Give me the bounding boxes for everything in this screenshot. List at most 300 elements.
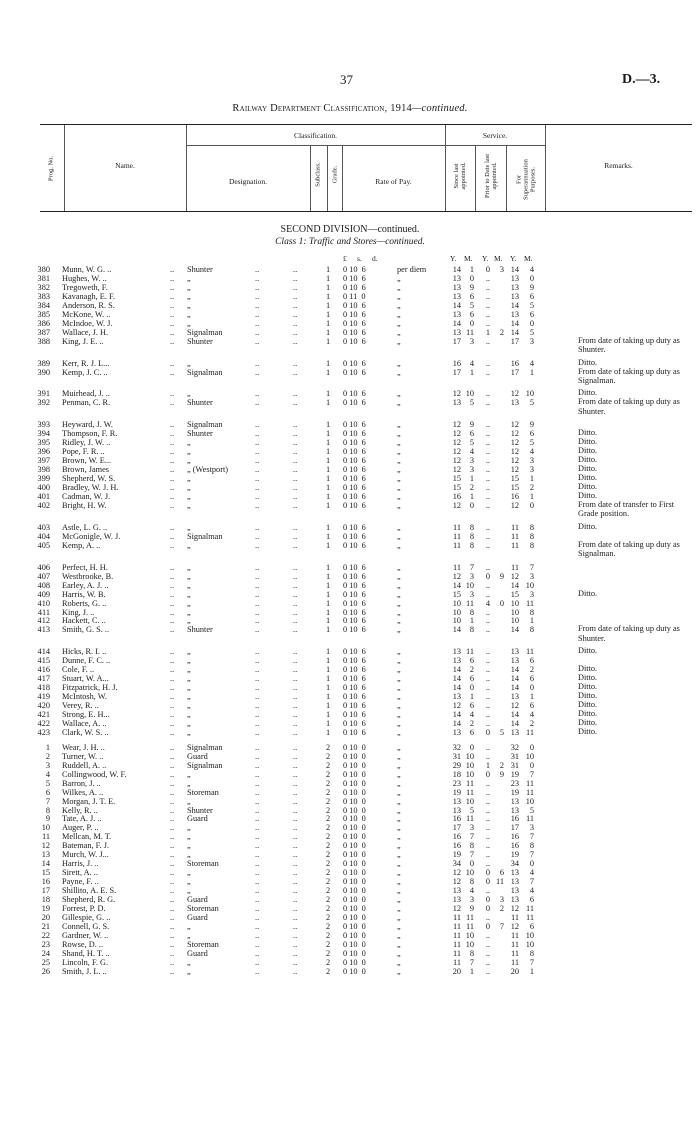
- cell-prior-months: 2: [499, 327, 504, 337]
- leader-dots: ..: [170, 522, 175, 532]
- cell-prior-years: ..: [485, 859, 490, 869]
- cell-since-years: 15: [452, 589, 461, 599]
- cell-grade: 1: [326, 389, 331, 399]
- cell-designation: „: [187, 447, 191, 457]
- cell-name: Wilkes, A. ..: [62, 787, 104, 797]
- leader-dots: ..: [170, 912, 175, 922]
- cell-grade: 1: [326, 598, 331, 608]
- unit-since-months: M.: [464, 254, 473, 263]
- cell-rate-of-pay: 0 10 0: [343, 823, 366, 833]
- cell-prior-years: ..: [485, 616, 490, 626]
- leader-dots: ..: [170, 358, 175, 368]
- cell-grade: 2: [326, 903, 331, 913]
- cell-name: Shepherd, W. S.: [62, 474, 116, 483]
- cell-prior-years: ..: [485, 336, 490, 346]
- cell-grade: 1: [326, 500, 331, 510]
- cell-total-months: 6: [529, 895, 534, 904]
- cell-since-months: 8: [469, 948, 474, 958]
- leader-dots: ..: [170, 291, 175, 301]
- cell-prior-years: ..: [485, 665, 490, 675]
- leader-dots: ..: [170, 336, 175, 346]
- cell-pay-unit: „: [397, 309, 401, 319]
- cell-prior-years: ..: [485, 823, 490, 833]
- cell-pay-unit: „: [397, 607, 401, 617]
- cell-grade: 2: [326, 823, 331, 833]
- leader-dots: ..: [293, 805, 298, 815]
- cell-prog-no: 418: [37, 683, 50, 693]
- leader-dots: ..: [170, 282, 175, 292]
- leader-dots: ..: [170, 832, 175, 842]
- cell-rate-of-pay: 0 10 6: [343, 309, 366, 319]
- cell-prior-years: ..: [485, 438, 490, 448]
- cell-grade: 1: [326, 580, 331, 590]
- leader-dots: ..: [293, 948, 298, 958]
- cell-designation: „: [187, 273, 191, 283]
- cell-prog-no: 400: [37, 483, 50, 492]
- leader-dots: ..: [255, 769, 260, 779]
- cell-prog-no: 20: [41, 912, 50, 922]
- cell-designation: „: [187, 580, 191, 590]
- cell-grade: 1: [326, 282, 331, 292]
- leader-dots: ..: [255, 886, 260, 895]
- cell-rate-of-pay: 0 10 0: [343, 742, 366, 752]
- cell-prior-years: ..: [485, 814, 490, 824]
- caption-continued: —continued.: [412, 103, 468, 114]
- cell-rate-of-pay: 0 10 6: [343, 692, 366, 702]
- cell-since-years: 12: [452, 500, 461, 510]
- cell-since-years: 16: [452, 841, 461, 851]
- caption-main: Railway Department Classification, 1914: [232, 103, 413, 114]
- cell-prog-no: 415: [37, 656, 50, 666]
- cell-total-years: 13: [510, 796, 519, 806]
- cell-designation: „ (Westport): [187, 465, 229, 475]
- cell-name: Tate, A. J. ..: [62, 814, 102, 824]
- leader-dots: ..: [293, 598, 298, 608]
- unit-pound: £: [343, 254, 347, 263]
- cell-rate-of-pay: 0 10 0: [343, 841, 366, 851]
- cell-pay-unit: „: [397, 389, 401, 399]
- leader-dots: ..: [293, 291, 298, 301]
- cell-prior-years: ..: [485, 805, 490, 815]
- cell-prog-no: 22: [41, 930, 50, 940]
- cell-designation: „: [187, 701, 191, 710]
- cell-since-months: 6: [469, 291, 474, 301]
- leader-dots: ..: [293, 787, 298, 797]
- leader-dots: ..: [170, 814, 175, 824]
- cell-prior-years: 0: [485, 769, 490, 779]
- leader-dots: ..: [170, 465, 175, 475]
- cell-since-months: 3: [469, 571, 474, 581]
- cell-total-months: 4: [529, 868, 534, 878]
- cell-total-years: 11: [511, 948, 519, 958]
- cell-rate-of-pay: 0 10 6: [343, 540, 366, 550]
- leader-dots: ..: [255, 589, 260, 599]
- leader-dots: ..: [170, 300, 175, 310]
- cell-name: Kemp, J. C. ..: [62, 367, 108, 377]
- cell-grade: 2: [326, 912, 331, 922]
- leader-dots: ..: [255, 823, 260, 833]
- cell-name: Ridley, J. W. ..: [62, 438, 111, 448]
- leader-dots: ..: [255, 607, 260, 617]
- cell-designation: Storeman: [187, 903, 219, 913]
- class-heading: [0, 237, 700, 247]
- cell-total-years: 13: [510, 727, 519, 737]
- cell-rate-of-pay: 0 10 6: [343, 656, 366, 666]
- cell-rate-of-pay: 0 10 0: [343, 760, 366, 770]
- cell-remarks: Ditto.: [578, 691, 598, 701]
- cell-grade: 1: [326, 327, 331, 337]
- cell-rate-of-pay: 0 10 0: [343, 805, 366, 815]
- cell-prog-no: 26: [41, 966, 50, 976]
- cell-since-months: 11: [466, 598, 474, 608]
- cell-remarks: From date of taking up duty as Shunter.: [578, 335, 680, 355]
- cell-designation: „: [187, 718, 191, 728]
- cell-remarks: From date of transfer to First Grade position.: [578, 499, 675, 519]
- cell-total-months: 5: [529, 398, 534, 408]
- cell-total-months: 1: [529, 367, 534, 377]
- cell-prior-months: 5: [499, 727, 504, 737]
- cell-total-months: 8: [529, 522, 534, 532]
- cell-designation: Guard: [187, 751, 208, 761]
- leader-dots: ..: [255, 429, 260, 439]
- cell-pay-unit: „: [397, 483, 401, 492]
- cell-prior-years: ..: [485, 957, 490, 967]
- cell-prior-years: ..: [485, 483, 490, 492]
- cell-total-years: 13: [510, 805, 519, 815]
- cell-prior-years: ..: [485, 491, 490, 501]
- cell-rate-of-pay: 0 10 6: [343, 300, 366, 310]
- cell-pay-unit: „: [397, 751, 401, 761]
- cell-since-months: 10: [465, 580, 474, 590]
- cell-pay-unit: „: [397, 571, 401, 581]
- cell-grade: 1: [326, 589, 331, 599]
- leader-dots: ..: [255, 474, 260, 483]
- cell-name: Kavanagh, E. F.: [62, 291, 116, 301]
- cell-rate-of-pay: 0 10 0: [343, 886, 366, 895]
- cell-name: Brown, James: [62, 465, 110, 475]
- leader-dots: ..: [255, 895, 260, 904]
- cell-total-years: 12: [510, 465, 519, 475]
- cell-since-months: 5: [469, 805, 474, 815]
- cell-prior-years: ..: [485, 580, 490, 590]
- leader-dots: ..: [255, 778, 260, 788]
- leader-dots: ..: [170, 823, 175, 833]
- cell-total-years: 12: [510, 389, 519, 399]
- cell-designation: „: [187, 921, 191, 931]
- cell-designation: Shunter: [187, 805, 213, 815]
- cell-designation: „: [187, 522, 191, 532]
- leader-dots: ..: [170, 562, 175, 572]
- cell-designation: „: [187, 282, 191, 292]
- leader-dots: ..: [170, 438, 175, 448]
- cell-since-months: 9: [469, 282, 474, 292]
- cell-since-years: 13: [452, 805, 461, 815]
- leader-dots: ..: [170, 447, 175, 457]
- cell-total-years: 13: [510, 309, 519, 319]
- cell-designation: „: [187, 358, 191, 368]
- leader-dots: ..: [293, 429, 298, 439]
- cell-prior-years: ..: [485, 358, 490, 368]
- leader-dots: ..: [170, 580, 175, 590]
- cell-remarks: Ditto.: [578, 646, 598, 656]
- leader-dots: ..: [293, 939, 298, 949]
- cell-since-years: 13: [452, 273, 461, 283]
- cell-grade: 1: [326, 562, 331, 572]
- cell-total-months: 3: [529, 571, 534, 581]
- cell-designation: „: [187, 389, 191, 399]
- cell-rate-of-pay: 0 10 0: [343, 769, 366, 779]
- cell-since-months: 9: [469, 903, 474, 913]
- cell-since-years: 13: [452, 692, 461, 702]
- leader-dots: ..: [170, 367, 175, 377]
- cell-name: Rowse, D. ..: [62, 939, 104, 949]
- leader-dots: ..: [255, 531, 260, 541]
- cell-total-months: 3: [529, 589, 534, 599]
- cell-pay-unit: „: [397, 438, 401, 448]
- cell-prog-no: 9: [45, 814, 50, 824]
- cell-pay-unit: „: [397, 522, 401, 532]
- cell-remarks: Ditto.: [578, 682, 598, 692]
- cell-since-months: 11: [466, 778, 474, 788]
- cell-name: Smith, J. L. ..: [62, 966, 107, 976]
- cell-since-years: 13: [452, 647, 461, 657]
- cell-grade: 1: [326, 358, 331, 368]
- cell-designation: Shunter: [187, 625, 213, 635]
- cell-name: Dunne, F. C. ..: [62, 656, 111, 666]
- cell-rate-of-pay: 0 10 0: [343, 903, 366, 913]
- leader-dots: ..: [293, 420, 298, 430]
- leader-dots: ..: [293, 683, 298, 693]
- cell-pay-unit: „: [397, 877, 401, 887]
- cell-total-years: 14: [510, 683, 519, 693]
- leader-dots: ..: [170, 327, 175, 337]
- cell-prior-years: ..: [485, 778, 490, 788]
- cell-rate-of-pay: 0 10 6: [343, 398, 366, 408]
- cell-grade: 1: [326, 656, 331, 666]
- cell-prior-years: ..: [485, 656, 490, 666]
- cell-name: Morgan, J. T. E.: [62, 796, 116, 806]
- cell-total-years: 34: [510, 859, 519, 869]
- cell-remarks: Ditto.: [578, 700, 598, 709]
- cell-total-years: 19: [510, 787, 519, 797]
- cell-total-years: 16: [510, 358, 519, 368]
- cell-rate-of-pay: 0 10 0: [343, 912, 366, 922]
- leader-dots: ..: [255, 718, 260, 728]
- leader-dots: ..: [170, 491, 175, 501]
- cell-total-months: 11: [526, 778, 534, 788]
- unit-total-years: Y.: [510, 254, 517, 263]
- cell-total-years: 31: [510, 760, 519, 770]
- cell-since-months: 8: [469, 607, 474, 617]
- leader-dots: ..: [170, 886, 175, 895]
- cell-designation: „: [187, 491, 191, 501]
- cell-pay-unit: „: [397, 769, 401, 779]
- cell-total-months: 7: [529, 877, 534, 887]
- cell-total-months: 6: [529, 701, 534, 710]
- cell-since-months: 8: [469, 841, 474, 851]
- cell-designation: „: [187, 710, 191, 719]
- cell-since-years: 12: [452, 438, 461, 448]
- cell-pay-unit: „: [397, 718, 401, 728]
- cell-name: Hicks, R. I. ..: [62, 647, 107, 657]
- cell-prog-no: 404: [37, 531, 50, 541]
- leader-dots: ..: [293, 500, 298, 510]
- cell-total-months: 8: [529, 948, 534, 958]
- leader-dots: ..: [293, 580, 298, 590]
- cell-pay-unit: „: [397, 921, 401, 931]
- cell-since-years: 14: [452, 625, 461, 635]
- leader-dots: ..: [170, 769, 175, 779]
- cell-rate-of-pay: 0 10 6: [343, 483, 366, 492]
- leader-dots: ..: [255, 912, 260, 922]
- cell-total-years: 15: [510, 474, 519, 483]
- cell-rate-of-pay: 0 10 6: [343, 438, 366, 448]
- cell-since-months: 1: [469, 692, 474, 702]
- cell-rate-of-pay: 0 10 6: [343, 474, 366, 483]
- leader-dots: ..: [170, 727, 175, 737]
- cell-prior-years: ..: [485, 718, 490, 728]
- cell-grade: 2: [326, 957, 331, 967]
- cell-remarks: Ditto.: [578, 455, 598, 465]
- cell-designation: „: [187, 850, 191, 860]
- cell-pay-unit: „: [397, 868, 401, 878]
- leader-dots: ..: [255, 571, 260, 581]
- cell-total-years: 12: [510, 429, 519, 439]
- cell-since-years: 34: [452, 859, 461, 869]
- cell-since-years: 18: [452, 769, 461, 779]
- leader-dots: ..: [170, 841, 175, 851]
- cell-pay-unit: „: [397, 598, 401, 608]
- cell-name: Barron, J. ..: [62, 778, 101, 788]
- cell-total-months: 4: [529, 265, 534, 274]
- division-heading: SECOND DIVISION—continued.: [280, 224, 420, 235]
- leader-dots: ..: [255, 580, 260, 590]
- leader-dots: ..: [293, 665, 298, 675]
- cell-grade: 1: [326, 647, 331, 657]
- cell-prior-years: ..: [485, 500, 490, 510]
- leader-dots: ..: [170, 318, 175, 328]
- cell-prog-no: 1: [45, 742, 50, 752]
- cell-designation: „: [187, 841, 191, 851]
- cell-rate-of-pay: 0 10 6: [343, 562, 366, 572]
- cell-rate-of-pay: 0 10 6: [343, 358, 366, 368]
- cell-remarks: Ditto.: [578, 437, 598, 447]
- cell-total-years: 13: [510, 647, 519, 657]
- cell-rate-of-pay: 0 10 6: [343, 465, 366, 475]
- cell-designation: „: [187, 318, 191, 328]
- cell-rate-of-pay: 0 10 0: [343, 796, 366, 806]
- cell-prior-years: ..: [485, 429, 490, 439]
- cell-rate-of-pay: 0 10 6: [343, 522, 366, 532]
- cell-total-months: 1: [529, 966, 534, 976]
- cell-name: McIntosh, W.: [62, 692, 107, 702]
- cell-pay-unit: „: [397, 625, 401, 635]
- cell-since-months: 9: [469, 420, 474, 430]
- cell-total-years: 15: [510, 483, 519, 492]
- cell-pay-unit: „: [397, 589, 401, 599]
- cell-rate-of-pay: 0 10 0: [343, 930, 366, 940]
- leader-dots: ..: [170, 859, 175, 869]
- cell-prior-years: ..: [485, 683, 490, 693]
- leader-dots: ..: [255, 665, 260, 675]
- cell-rate-of-pay: 0 10 6: [343, 282, 366, 292]
- header-designation: Designation.: [228, 177, 268, 186]
- leader-dots: ..: [255, 948, 260, 958]
- cell-rate-of-pay: 0 10 6: [343, 710, 366, 719]
- cell-prog-no: 386: [37, 318, 50, 328]
- cell-total-months: 7: [529, 562, 534, 572]
- leader-dots: ..: [255, 500, 260, 510]
- cell-total-months: 4: [529, 710, 534, 719]
- cell-name: Perfect, H. H.: [62, 562, 108, 572]
- cell-designation: Guard: [187, 912, 208, 922]
- cell-prog-no: 391: [37, 389, 50, 399]
- cell-since-months: 1: [469, 367, 474, 377]
- cell-remarks: Ditto.: [578, 664, 598, 674]
- cell-designation: „: [187, 727, 191, 737]
- cell-grade: 1: [326, 318, 331, 328]
- cell-rate-of-pay: 0 10 6: [343, 265, 366, 274]
- cell-since-months: 0: [469, 318, 474, 328]
- cell-total-years: 15: [510, 589, 519, 599]
- cell-name: Lincoln, F. G.: [62, 957, 109, 967]
- cell-rate-of-pay: 0 10 6: [343, 727, 366, 737]
- leader-dots: ..: [255, 291, 260, 301]
- cell-since-months: 8: [469, 522, 474, 532]
- cell-designation: „: [187, 665, 191, 675]
- cell-total-years: 11: [511, 531, 519, 541]
- cell-grade: 2: [326, 868, 331, 878]
- cell-prog-no: 396: [37, 447, 50, 457]
- cell-pay-unit: „: [397, 841, 401, 851]
- cell-prog-no: 2: [45, 751, 50, 761]
- cell-since-months: 6: [469, 429, 474, 439]
- unit-pence: d.: [372, 254, 378, 263]
- cell-since-months: 11: [466, 912, 474, 922]
- leader-dots: ..: [293, 531, 298, 541]
- leader-dots: ..: [170, 647, 175, 657]
- cell-since-years: 10: [452, 616, 461, 626]
- cell-prog-no: 409: [37, 589, 50, 599]
- cell-prior-years: ..: [485, 710, 490, 719]
- cell-prog-no: 11: [42, 832, 50, 842]
- cell-total-years: 13: [510, 692, 519, 702]
- cell-since-years: 13: [452, 656, 461, 666]
- cell-since-years: 12: [452, 877, 461, 887]
- cell-total-years: 17: [510, 336, 519, 346]
- cell-total-years: 16: [510, 832, 519, 842]
- leader-dots: ..: [255, 309, 260, 319]
- cell-prog-no: 4: [45, 769, 50, 779]
- cell-name: King, J. ..: [62, 607, 95, 617]
- cell-prior-years: 4: [485, 598, 490, 608]
- cell-prog-no: 13: [41, 850, 50, 860]
- cell-total-years: 17: [510, 823, 519, 833]
- cell-name: Earley, A. J. ..: [62, 580, 109, 590]
- cell-since-months: 8: [469, 540, 474, 550]
- cell-since-years: 11: [453, 948, 461, 958]
- cell-rate-of-pay: 0 10 0: [343, 814, 366, 824]
- cell-pay-unit: „: [397, 674, 401, 684]
- leader-dots: ..: [255, 367, 260, 377]
- cell-since-years: 11: [453, 921, 461, 931]
- leader-dots: ..: [170, 939, 175, 949]
- cell-prior-years: ..: [485, 886, 490, 895]
- cell-since-years: 19: [452, 850, 461, 860]
- leader-dots: ..: [255, 656, 260, 666]
- cell-total-months: 10: [525, 930, 534, 940]
- cell-since-months: 3: [469, 456, 474, 466]
